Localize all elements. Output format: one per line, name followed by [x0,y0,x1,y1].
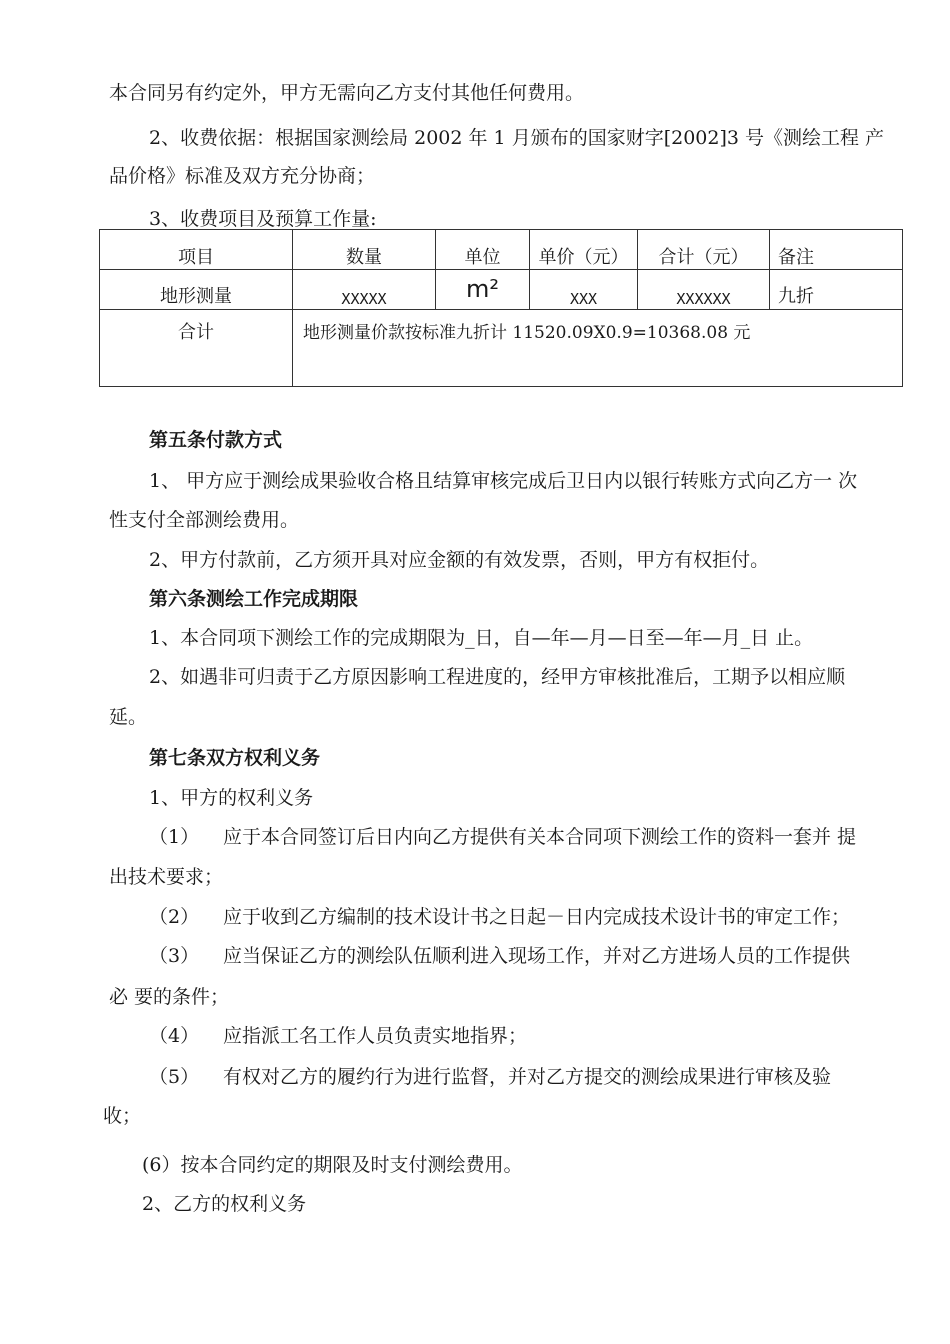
paragraph-line: 1、 甲方应于测绘成果验收合格且结算审核完成后卫日内以银行转账方式向乙方一 次 [149,470,858,492]
paragraph-line: 2、乙方的权利义务 [142,1193,307,1215]
table-cell: XXX [569,290,598,308]
paragraph-line: 出技术要求； [109,866,224,888]
fee-table [99,229,903,387]
paragraph-line: 2、如遇非可归责于乙方原因影响工程进度的，经甲方审核批准后，工期予以相应顺 [149,666,846,688]
table-header-cell: 单位 [464,247,501,268]
table-cell: 地形测量 [160,286,232,307]
item-number: （2） [149,906,200,928]
item-number: （4） [149,1025,200,1047]
paragraph-line: 本合同另有约定外，甲方无需向乙方支付其他任何费用。 [109,82,585,104]
paragraph-line: 1、本合同项下测绘工作的完成期限为_日，自—年—月—日至—年—月_日 止。 [149,627,814,649]
paragraph-line: 必 要的条件； [109,986,230,1008]
paragraph-line: 性支付全部测绘费用。 [109,509,300,531]
table-cell: XXXXX [341,290,387,308]
table-total-text: 地形测量价款按标准九折计 11520.09X0.9=10368.08 元 [303,323,751,343]
table-header-cell: 数量 [346,247,382,268]
paragraph-line: 应于收到乙方编制的技术设计书之日起－日内完成技术设计书的审定工作； [223,906,851,928]
table-row-divider [100,309,903,310]
section-title: 第五条付款方式 [149,429,283,451]
table-row-divider [100,269,903,270]
paragraph-line: 3、收费项目及预算工作量: [149,208,377,230]
paragraph-line: 2、收费依据：根据国家测绘局 2002 年 1 月颁布的国家财字[2002]3 号《测绘工程 产 [149,127,885,149]
table-cell: m² [466,275,499,303]
paragraph-line: 品价格》标准及双方充分协商； [109,165,376,187]
paragraph-line: 有权对乙方的履约行为进行监督，并对乙方提交的测绘成果进行审核及验 [223,1066,832,1088]
table-header-cell: 项目 [178,247,214,268]
paragraph-line: (6）按本合同约定的期限及时支付测绘费用。 [142,1154,523,1176]
paragraph-line: 延。 [109,706,148,728]
table-header-cell: 合计（元） [658,247,749,268]
table-total-label: 合计 [178,322,214,343]
paragraph-line: 2、甲方付款前，乙方须开具对应金额的有效发票，否则，甲方有权拒付。 [149,549,770,571]
table-cell: 九折 [778,286,814,307]
paragraph-line: 应于本合同签订后日内向乙方提供有关本合同项下测绘工作的资料一套并 提 [223,826,857,848]
item-number: （5） [149,1066,200,1088]
section-title: 第六条测绘工作完成期限 [149,588,359,610]
item-number: （3） [149,945,200,967]
table-col-divider [769,230,770,309]
table-cell: XXXXXX [676,290,731,308]
paragraph-line: 1、甲方的权利义务 [149,787,314,809]
table-header-cell: 备注 [778,247,814,268]
paragraph-line: 收； [103,1105,142,1127]
item-number: （1） [149,826,200,848]
section-title: 第七条双方权利义务 [149,747,321,769]
paragraph-line: 应指派工名工作人员负责实地指界； [223,1025,528,1047]
paragraph-line: 应当保证乙方的测绘队伍顺利进入现场工作，并对乙方进场人员的工作提供 [223,945,851,967]
table-header-cell: 单价（元） [538,247,629,268]
